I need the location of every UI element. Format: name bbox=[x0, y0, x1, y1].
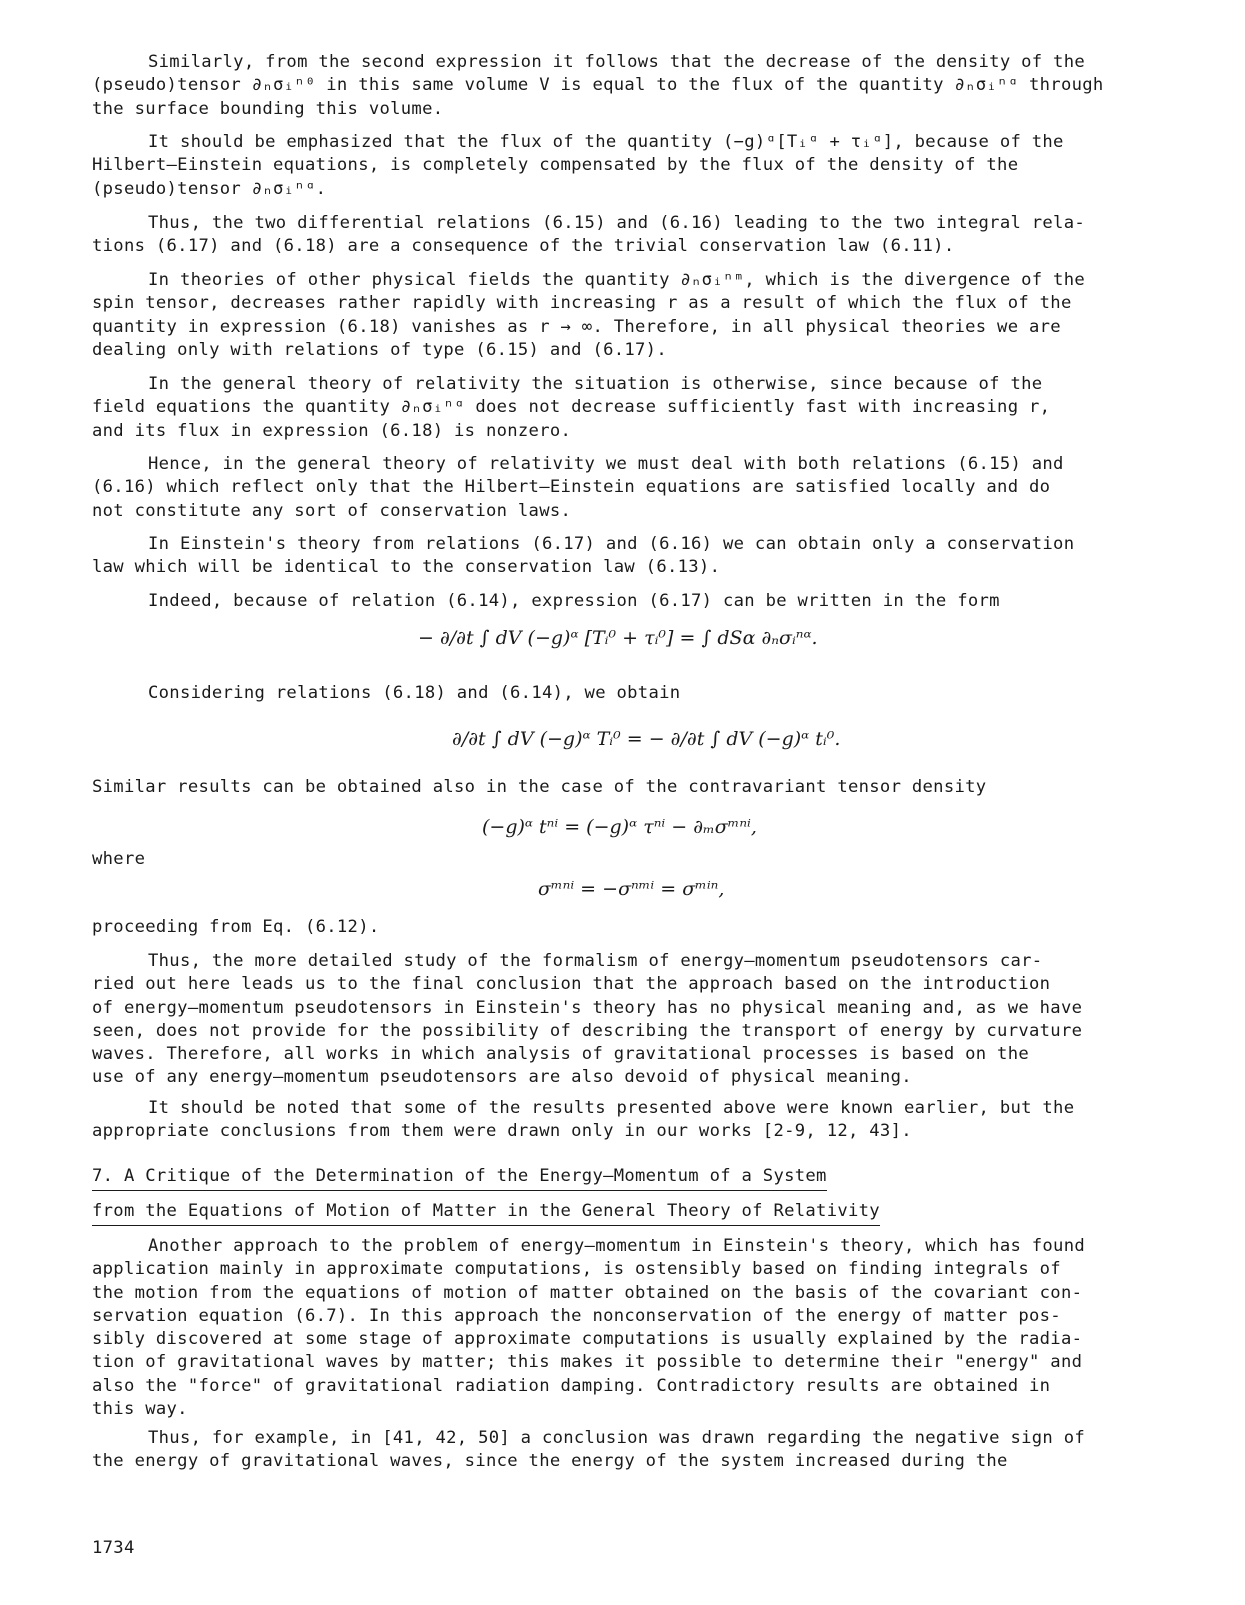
paragraph-einstein-theory: In Einstein's theory from relations (6.17) and (6.16) we can obtain only a conservation law which will be identical to the conservation law (6.13). bbox=[92, 534, 1075, 578]
paragraph-where: where bbox=[92, 849, 146, 869]
page-number: 1734 bbox=[92, 1538, 135, 1558]
paragraph-considering: Considering relations (6.18) and (6.14), we obtain bbox=[148, 683, 681, 703]
equation-sigma-symmetry: σᵐⁿⁱ = −σⁿᵐⁱ = σᵐⁱⁿ, bbox=[538, 878, 725, 900]
paragraph-contravariant: Similar results can be obtained also in the case of the contravariant tensor density bbox=[92, 777, 987, 797]
section-heading-line-1: 7. A Critique of the Determination of the Energy—Momentum of a System bbox=[92, 1165, 827, 1191]
paragraph-density-decrease: Similarly, from the second expression it follows that the decrease of the density of the (pseudo)tensor ∂ₙσᵢⁿ⁰ in this same volume V is equal to the flux of the quantity ∂ₙσᵢⁿᵅ through the surface bounding this volume. bbox=[92, 52, 1104, 119]
equation-contravariant-density: (−g)ᵅ tⁿⁱ = (−g)ᵅ τⁿⁱ − ∂ₘσᵐⁿⁱ, bbox=[482, 816, 757, 838]
paragraph-final-conclusion: Thus, the more detailed study of the formalism of energy—momentum pseudotensors car- ried out here leads us to the final conclusion that the approach based on the introduction of energy—momentum pseudotensors in Einstein's theory has no physical meaning and, as we have seen, does not provide for the possibility of describing the transport of energy by curvature waves. Therefore, all works in which analysis of gravitational processes is based on the use of any energy—momentum pseudotensors are also devoid of physical meaning. bbox=[92, 951, 1083, 1088]
paragraph-differential-relations: Thus, the two differential relations (6.15) and (6.16) leading to the two integral rela- tions (6.17) and (6.18) are a consequence of the trivial conservation law (6.11). bbox=[92, 213, 1086, 257]
paragraph-general-relativity: In the general theory of relativity the situation is otherwise, since because of the field equations the quantity ∂ₙσᵢⁿᵅ does not decrease sufficiently fast with increasing r, and its flux in expression (6.18) is nonzero. bbox=[92, 374, 1051, 441]
paragraph-another-approach: Another approach to the problem of energy—momentum in Einstein's theory, which has found application mainly in approximate computations, is ostensibly based on finding integrals of the motion from the equations of motion of matter obtained on the basis of the covariant con- servation equation (6.7). In this approach the nonconservation of the energy of matter pos- sibly discovered at some stage of approximate computations is usually explained by the radia- tion of gravitational waves by matter; this makes it possible to determine their "energy" and also the "force" of gravitational radiation damping. Contradictory results are obtained in this way. bbox=[92, 1236, 1086, 1420]
paragraph-both-relations: Hence, in the general theory of relativity we must deal with both relations (6.15) and (6.16) which reflect only that the Hilbert—Einstein equations are satisfied locally and do not constitute any sort of conservation laws. bbox=[92, 454, 1064, 521]
paragraph-proceeding: proceeding from Eq. (6.12). bbox=[92, 917, 380, 937]
section-heading-line-2: from the Equations of Motion of Matter in the General Theory of Relativity bbox=[92, 1200, 880, 1226]
equation-energy-time-derivative: ∂/∂t ∫ dV (−g)ᵅ Tᵢ⁰ = − ∂/∂t ∫ dV (−g)ᵅ tᵢ⁰. bbox=[452, 728, 841, 750]
paragraph-flux-compensation: It should be emphasized that the flux of the quantity (−g)ᵅ[Tᵢᵅ + τᵢᵅ], because of the Hilbert—Einstein equations, is completely compensated by the flux of the density of the (pseudo)tensor ∂ₙσᵢⁿᵅ. bbox=[92, 132, 1064, 199]
paragraph-negative-sign: Thus, for example, in [41, 42, 50] a conclusion was drawn regarding the negative sign of the energy of gravitational waves, since the energy of the system increased during the bbox=[92, 1428, 1086, 1472]
paragraph-earlier-results: It should be noted that some of the results presented above were known earlier, but the appropriate conclusions from them were drawn only in our works [2-9, 12, 43]. bbox=[92, 1098, 1075, 1142]
paragraph-indeed: Indeed, because of relation (6.14), expression (6.17) can be written in the form bbox=[148, 591, 1000, 611]
paragraph-other-fields: In theories of other physical fields the quantity ∂ₙσᵢⁿᵐ, which is the divergence of the spin tensor, decreases rather rapidly with increasing r as a result of which the flux of the quantity in expression (6.18) vanishes as r → ∞. Therefore, in all physical theories we are dealing only with relations of type (6.15) and (6.17). bbox=[92, 270, 1086, 360]
equation-integral-conservation: − ∂/∂t ∫ dV (−g)ᵅ [Tᵢ⁰ + τᵢ⁰] = ∫ dSα ∂ₙσᵢⁿᵅ. bbox=[418, 627, 818, 649]
